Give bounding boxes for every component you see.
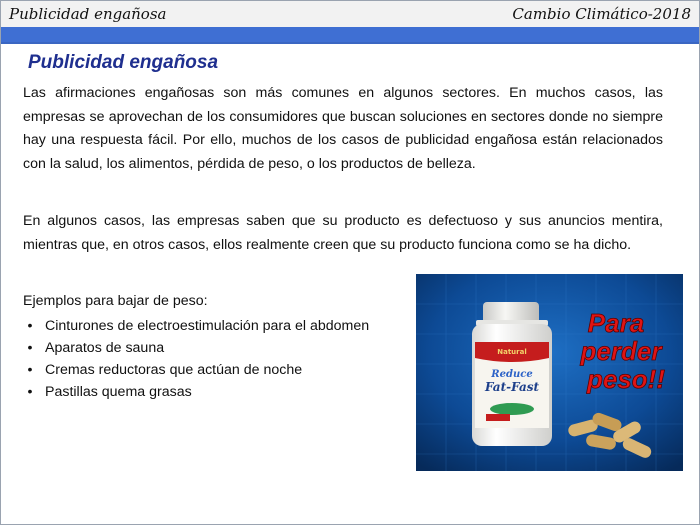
bullet-icon: • [27,318,33,334]
bullet-icon: • [27,384,33,400]
list-item-text: Aparatos de sauna [45,340,165,356]
examples-list [23,315,369,403]
list-item [23,337,369,359]
bottle-label-brand1: Reduce [491,369,533,380]
list-item-text: Cinturones de electroestimulación para el abdomen [45,318,370,334]
list-item [23,381,369,403]
bullet-icon: • [27,362,33,378]
diet-pills-illustration [416,274,683,471]
list-item-text: Cremas reductoras que actúan de noche [45,362,303,378]
bottle-label-top: Natural [497,348,527,356]
paragraph-2: En algunos casos, las empresas saben que su producto es defectuoso y sus anuncios mentira, mientras que, en otros casos, ellos realmente creen que su producto funciona como se ha dicho. [23,213,663,253]
examples-heading: Ejemplos para bajar de peso: [23,293,208,309]
paragraph-1: Las afirmaciones engañosas son más comunes en algunos sectores. En muchos casos, las empresas se aprovechan de los consumidores que buscan soluciones en sectores donde no siempre hay una respuesta fácil. Por ello, muchos de los casos de publicidad engañosa están relacionados con la salud, los alimentos, pérdida de peso, o los productos de belleza. [23,85,663,172]
bullet-icon: • [27,340,33,356]
bottle-label-brand2: Fat-Fast [484,380,540,394]
pill-bottle-icon [472,302,552,446]
accent-bar [1,27,699,44]
overlay-line-3: peso!! [587,364,665,394]
header-bar [1,1,699,27]
list-item-text: Pastillas quema grasas [45,384,192,400]
header-right-title: Cambio Climático-2018 [512,5,691,23]
header-left-title: Publicidad engañosa [9,5,167,23]
slide-title: Publicidad engañosa [28,52,219,73]
diet-pills-image [416,274,683,471]
overlay-line-1: Para [587,308,645,338]
overlay-line-2: perder [580,336,662,366]
list-item [23,359,369,381]
list-item [23,315,369,337]
